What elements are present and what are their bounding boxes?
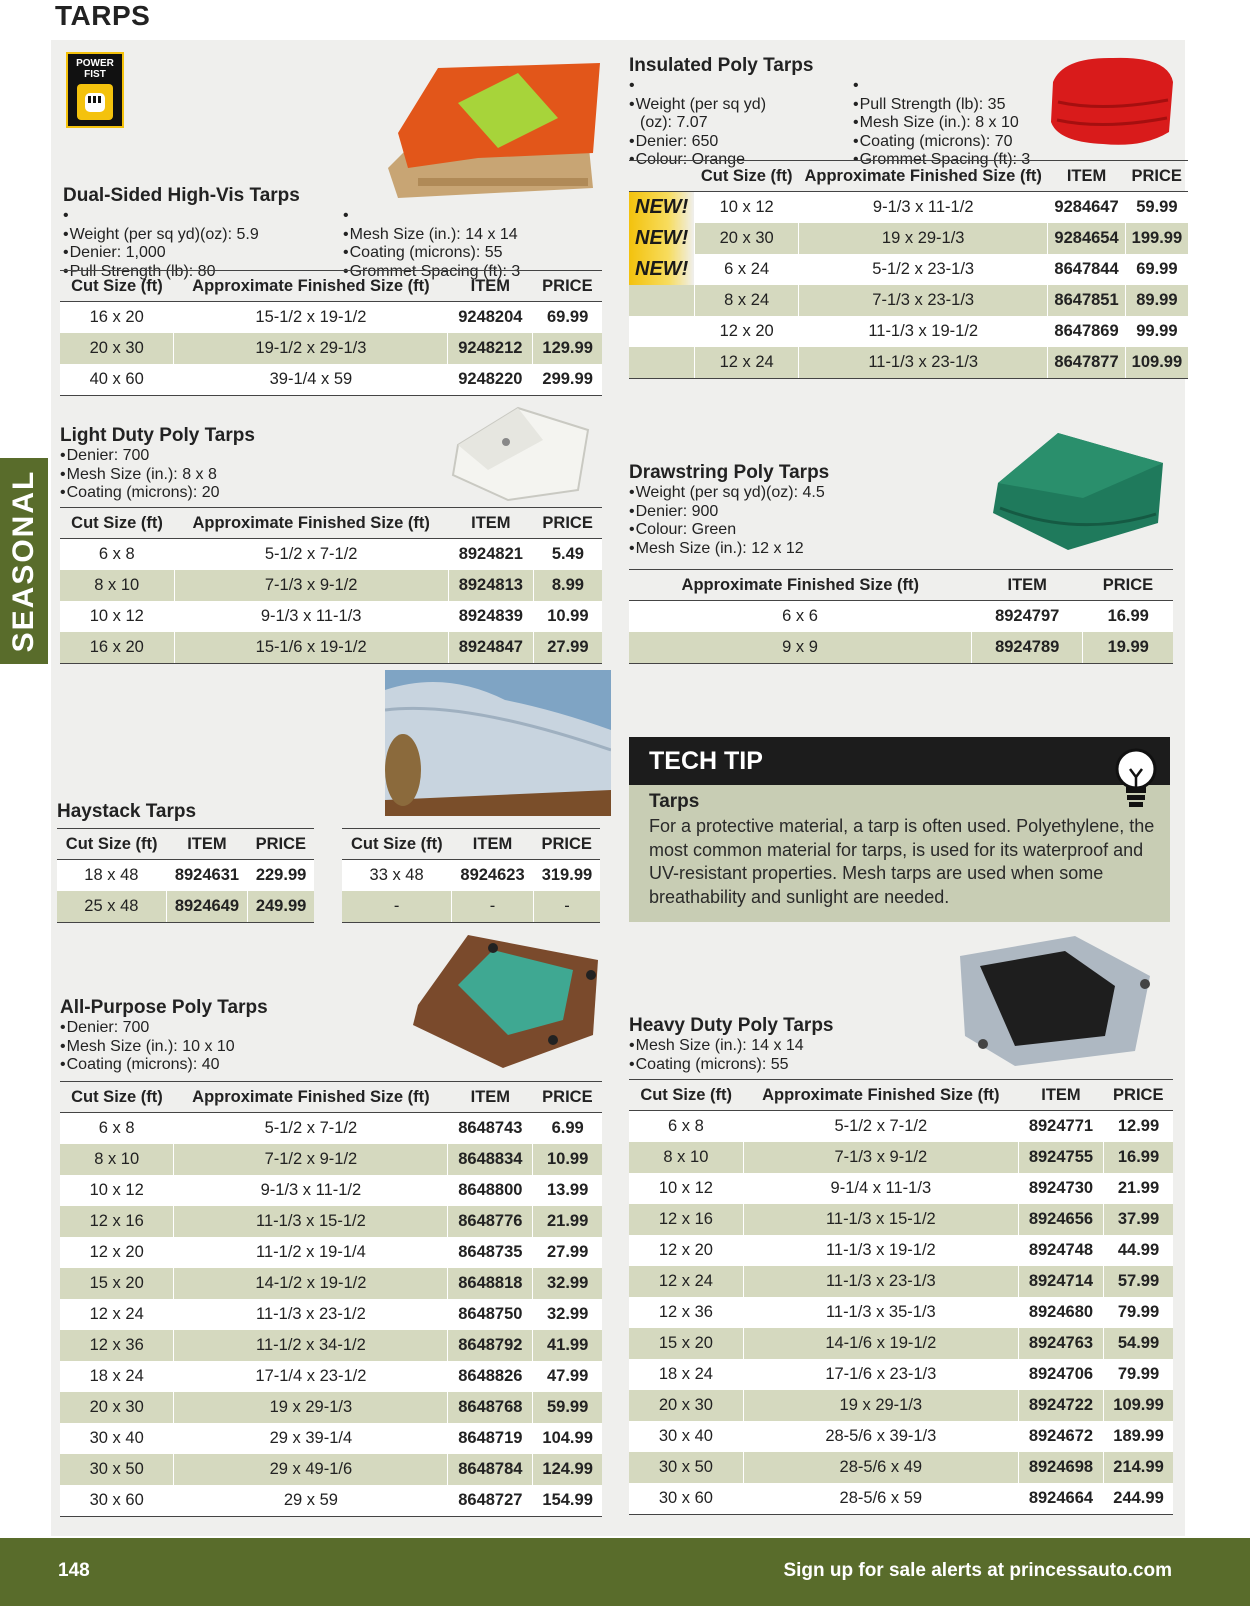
tech-tip-box	[629, 737, 1170, 922]
table-row: 33 x 48 8924623 319.99	[342, 860, 600, 892]
haystack-tarp-photo	[385, 670, 611, 816]
table-row: 18 x 24 17-1/6 x 23-1/3 8924706 79.99	[629, 1359, 1173, 1390]
col-header: Approximate Finished Size (ft)	[174, 1082, 448, 1113]
allpurpose-title: All-Purpose Poly Tarps	[60, 997, 268, 1018]
col-header: Cut Size (ft)	[60, 508, 174, 539]
col-header: Approximate Finished Size (ft)	[174, 271, 448, 302]
col-header: PRICE	[1125, 161, 1188, 192]
hivis-spec: • • Weight (per sq yd)(oz): 5.9	[63, 226, 343, 245]
table-row: 12 x 16 11-1/3 x 15-1/2 8648776 21.99	[60, 1206, 602, 1237]
col-header: Approximate Finished Size (ft)	[174, 508, 448, 539]
insulated-title: Insulated Poly Tarps	[629, 55, 814, 76]
table-row: NEW! 20 x 30 19 x 29-1/3 9284654 199.99	[629, 223, 1188, 254]
table-row: 16 x 20 15-1/6 x 19-1/2 8924847 27.99	[60, 632, 602, 664]
insulated-spec: • Denier: 650	[629, 133, 853, 152]
heavy-spec: • Mesh Size (in.): 14 x 14	[629, 1037, 834, 1056]
allpurpose-spec: • Mesh Size (in.): 10 x 10	[60, 1038, 268, 1057]
col-header: Cut Size (ft)	[60, 1082, 174, 1113]
insulated-spec: • Coating (microns): 70	[853, 133, 1053, 152]
col-header: PRICE	[1104, 1080, 1173, 1111]
hivis-title: Dual-Sided High-Vis Tarps	[63, 185, 300, 206]
hivis-tarp-photo	[378, 58, 600, 198]
insulated-spec: • Colour: Orange	[629, 151, 853, 170]
col-header: PRICE	[533, 508, 602, 539]
tech-tip-body: For a protective material, a tarp is often used. Polyethylene, the most common material for tarps, is used for its waterproof and UV-resistant properties. Mesh tarps are used when some breathability and sunlight are needed.	[649, 816, 1155, 907]
light-section	[60, 424, 255, 503]
table-row: 40 x 60 39-1/4 x 59 9248220 299.99	[60, 364, 602, 396]
col-header: ITEM	[1048, 161, 1125, 192]
allpurpose-spec: • Coating (microns): 40	[60, 1056, 268, 1075]
haystack-table-right	[342, 828, 600, 923]
col-header: ITEM	[166, 829, 247, 860]
table-row: 10 x 12 9-1/4 x 11-1/3 8924730 21.99	[629, 1173, 1173, 1204]
table-row: 30 x 40 29 x 39-1/4 8648719 104.99	[60, 1423, 602, 1454]
table-row: 8 x 10 7-1/3 x 9-1/2 8924813 8.99	[60, 570, 602, 601]
light-title: Light Duty Poly Tarps	[60, 425, 255, 446]
table-row: 6 x 8 5-1/2 x 7-1/2 8648743 6.99	[60, 1113, 602, 1145]
light-spec: • Denier: 700	[60, 447, 255, 466]
table-row: 12 x 36 11-1/2 x 34-1/2 8648792 41.99	[60, 1330, 602, 1361]
table-row: 18 x 24 17-1/4 x 23-1/2 8648826 47.99	[60, 1361, 602, 1392]
insulated-spec: • Mesh Size (in.): 8 x 10	[853, 114, 1053, 133]
hivis-spec: • Coating (microns): 55	[343, 244, 583, 263]
insulated-tarp-photo	[1043, 52, 1179, 148]
insulated-spec: (oz): 7.07	[640, 114, 708, 131]
table-row: 30 x 60 29 x 59 8648727 154.99	[60, 1485, 602, 1517]
allpurpose-table	[60, 1081, 602, 1517]
table-row: 12 x 24 11-1/3 x 23-1/3 8647877 109.99	[629, 347, 1188, 379]
hivis-section	[63, 184, 583, 281]
table-row: NEW! 6 x 24 5-1/2 x 23-1/3 8647844 69.99	[629, 254, 1188, 285]
table-row: 12 x 16 11-1/3 x 15-1/2 8924656 37.99	[629, 1204, 1173, 1235]
table-row: 30 x 50 29 x 49-1/6 8648784 124.99	[60, 1454, 602, 1485]
table-row: 25 x 48 8924649 249.99	[57, 891, 314, 923]
col-header: Approximate Finished Size (ft)	[798, 161, 1047, 192]
hivis-spec: • Denier: 1,000	[63, 244, 343, 263]
page-title: TARPS	[55, 0, 151, 31]
fist-icon	[77, 84, 113, 120]
table-row: 6 x 6 8924797 16.99	[629, 601, 1173, 633]
table-row: 8 x 24 7-1/3 x 23-1/3 8647851 89.99	[629, 285, 1188, 316]
heavy-table	[629, 1079, 1173, 1515]
table-row: NEW! 10 x 12 9-1/3 x 11-1/2 9284647 59.99	[629, 192, 1188, 224]
table-row: 9 x 9 8924789 19.99	[629, 632, 1173, 664]
new-badge: NEW!	[629, 223, 695, 254]
drawstring-section	[629, 461, 829, 558]
drawstring-title: Drawstring Poly Tarps	[629, 462, 830, 483]
col-header: ITEM	[448, 508, 533, 539]
table-row: 12 x 24 11-1/3 x 23-1/2 8648750 32.99	[60, 1299, 602, 1330]
light-tarp-photo	[448, 400, 594, 504]
allpurpose-tarp-photo	[413, 930, 603, 1070]
heavy-section	[629, 1014, 834, 1074]
haystack-section	[57, 800, 196, 823]
col-header: Cut Size (ft)	[629, 1080, 743, 1111]
col-header: PRICE	[1083, 570, 1173, 601]
col-header: ITEM	[972, 570, 1083, 601]
sale-alerts-link[interactable]: Sign up for sale alerts at princessauto.com	[783, 1560, 1172, 1581]
allpurpose-section	[60, 996, 268, 1075]
table-row: 10 x 12 9-1/3 x 11-1/2 8648800 13.99	[60, 1175, 602, 1206]
heavy-tarp-photo	[955, 936, 1155, 1068]
page-number: 148	[58, 1560, 90, 1581]
col-header: Cut Size (ft)	[60, 271, 174, 302]
light-spec: • Mesh Size (in.): 8 x 8	[60, 466, 255, 485]
table-row: 18 x 48 8924631 229.99	[57, 860, 314, 892]
drawstring-spec: • Mesh Size (in.): 12 x 12	[629, 540, 829, 559]
insulated-spec: • Grommet Spacing (ft): 3	[853, 151, 1053, 170]
table-row: 12 x 20 11-1/2 x 19-1/4 8648735 27.99	[60, 1237, 602, 1268]
table-row: 30 x 60 28-5/6 x 59 8924664 244.99	[629, 1483, 1173, 1515]
seasonal-side-tab	[0, 458, 48, 664]
table-row: 20 x 30 19-1/2 x 29-1/3 9248212 129.99	[60, 333, 602, 364]
col-header: Cut Size (ft)	[695, 161, 799, 192]
table-row: 8 x 10 7-1/2 x 9-1/2 8648834 10.99	[60, 1144, 602, 1175]
new-badge: NEW!	[629, 254, 695, 285]
hivis-spec: • Grommet Spacing (ft): 3	[343, 263, 583, 282]
light-spec: • Coating (microns): 20	[60, 484, 255, 503]
table-row: 30 x 40 28-5/6 x 39-1/3 8924672 189.99	[629, 1421, 1173, 1452]
lightbulb-icon	[1114, 747, 1158, 817]
new-badge: NEW!	[629, 192, 695, 224]
hivis-spec: • • Mesh Size (in.): 14 x 14	[343, 226, 583, 245]
power-fist-logo	[66, 52, 124, 128]
drawstring-tarp-photo	[988, 428, 1174, 554]
drawstring-table	[629, 569, 1173, 664]
col-header: ITEM	[448, 271, 533, 302]
col-header: ITEM	[452, 829, 534, 860]
tech-tip-title: Tarps	[649, 791, 700, 812]
heavy-title: Heavy Duty Poly Tarps	[629, 1015, 834, 1036]
insulated-section	[629, 54, 1053, 170]
tech-tip-heading: TECH TIP	[629, 737, 1170, 785]
drawstring-spec: • Colour: Green	[629, 521, 829, 540]
insulated-spec: • • Pull Strength (lb): 35	[853, 96, 1053, 115]
hivis-table	[60, 270, 602, 396]
table-row: 6 x 8 5-1/2 x 7-1/2 8924771 12.99	[629, 1111, 1173, 1143]
power-fist-logo-text: POWER FIST	[76, 58, 114, 80]
col-header: Cut Size (ft)	[342, 829, 452, 860]
col-header: Approximate Finished Size (ft)	[629, 570, 972, 601]
table-row: 6 x 8 5-1/2 x 7-1/2 8924821 5.49	[60, 539, 602, 571]
table-row: 12 x 24 11-1/3 x 23-1/3 8924714 57.99	[629, 1266, 1173, 1297]
col-header: PRICE	[533, 1082, 602, 1113]
haystack-table-left	[57, 828, 314, 923]
table-row: - - -	[342, 891, 600, 923]
col-header: Cut Size (ft)	[57, 829, 166, 860]
haystack-title: Haystack Tarps	[57, 801, 197, 822]
table-row: 15 x 20 14-1/6 x 19-1/2 8924763 54.99	[629, 1328, 1173, 1359]
light-table	[60, 507, 602, 664]
seasonal-label: SEASONAL	[7, 469, 40, 653]
table-row: 16 x 20 15-1/2 x 19-1/2 9248204 69.99	[60, 302, 602, 334]
heavy-spec: • Coating (microns): 55	[629, 1056, 834, 1075]
col-header: PRICE	[533, 829, 600, 860]
col-header: PRICE	[248, 829, 314, 860]
col-header: PRICE	[533, 271, 602, 302]
table-row: 30 x 50 28-5/6 x 49 8924698 214.99	[629, 1452, 1173, 1483]
allpurpose-spec: • Denier: 700	[60, 1019, 268, 1038]
page-footer	[0, 1538, 1250, 1606]
col-header: Approximate Finished Size (ft)	[743, 1080, 1018, 1111]
table-row: 20 x 30 19 x 29-1/3 8648768 59.99	[60, 1392, 602, 1423]
table-row: 20 x 30 19 x 29-1/3 8924722 109.99	[629, 1390, 1173, 1421]
hivis-spec: • Pull Strength (lb): 80	[63, 263, 343, 282]
table-row: 15 x 20 14-1/2 x 19-1/2 8648818 32.99	[60, 1268, 602, 1299]
insulated-table	[629, 160, 1188, 379]
table-row: 12 x 20 11-1/3 x 19-1/2 8924748 44.99	[629, 1235, 1173, 1266]
table-row: 12 x 36 11-1/3 x 35-1/3 8924680 79.99	[629, 1297, 1173, 1328]
table-row: 8 x 10 7-1/3 x 9-1/2 8924755 16.99	[629, 1142, 1173, 1173]
col-header: ITEM	[448, 1082, 533, 1113]
insulated-spec: • • Weight (per sq yd)	[629, 96, 853, 115]
drawstring-spec: • Denier: 900	[629, 503, 829, 522]
table-row: 10 x 12 9-1/3 x 11-1/3 8924839 10.99	[60, 601, 602, 632]
table-row: 12 x 20 11-1/3 x 19-1/2 8647869 99.99	[629, 316, 1188, 347]
drawstring-spec: • Weight (per sq yd)(oz): 4.5	[629, 484, 829, 503]
col-header: ITEM	[1018, 1080, 1103, 1111]
